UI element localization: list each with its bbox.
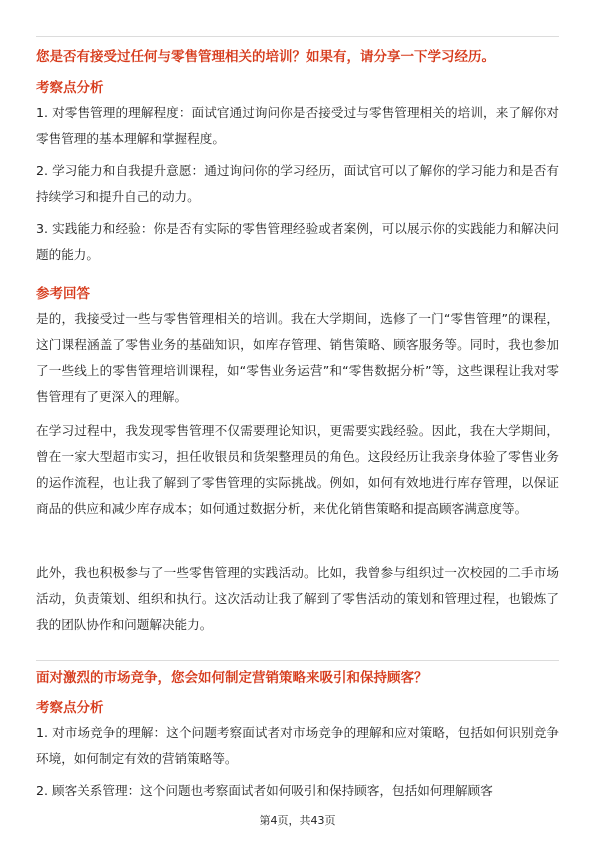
- analysis-item-1-1: 1. 对零售管理的理解程度：面试官通过询问你是否接受过与零售管理相关的培训，来了解你对零售管理的基本理解和掌握程度。: [36, 105, 559, 146]
- section-divider: [36, 660, 559, 661]
- analysis-item-2-1: 1. 对市场竞争的理解：这个问题考察面试者对市场竞争的理解和应对策略，包括如何识别竞争环境，如何制定有效的营销策略等。: [36, 725, 559, 766]
- answer-paragraph-3: 此外，我也积极参与了一些零售管理的实践活动。比如，我曾参与组织过一次校园的二手市场活动，负责策划、组织和执行。这次活动让我了解到了零售活动的策划和管理过程，也锻炼了我的团队协作和问题解决能力。: [36, 565, 559, 632]
- analysis-heading-1: 考察点分析: [36, 80, 104, 96]
- top-divider: [36, 36, 559, 37]
- page-number-footer: 第4页，共43页: [259, 814, 336, 827]
- question-1: 您是否有接受过任何与零售管理相关的培训？如果有，请分享一下学习经历。: [36, 49, 495, 65]
- analysis-heading-2: 考察点分析: [36, 700, 104, 716]
- analysis-item-1-2: 2. 学习能力和自我提升意愿：通过询问你的学习经历，面试官可以了解你的学习能力和是否有持续学习和提升自己的动力。: [36, 163, 559, 204]
- answer-heading-1: 参考回答: [36, 286, 90, 302]
- analysis-item-2-2: 2. 顾客关系管理：这个问题也考察面试者如何吸引和保持顾客，包括如何理解顾客: [36, 783, 493, 798]
- question-2: 面对激烈的市场竞争，您会如何制定营销策略来吸引和保持顾客？: [36, 670, 428, 686]
- answer-paragraph-1: 是的，我接受过一些与零售管理相关的培训。我在大学期间，选修了一门“零售管理”的课程，这门课程涵盖了零售业务的基础知识，如库存管理、销售策略、顾客服务等。同时，我也参加了一些线上的零售管理培训课程，如“零售业务运营”和“零售数据分析”等，这些课程让我对零售管理有了更深入的理解。: [36, 311, 559, 404]
- answer-paragraph-2: 在学习过程中，我发现零售管理不仅需要理论知识，更需要实践经验。因此，我在大学期间，曾在一家大型超市实习，担任收银员和货架整理员的角色。这段经历让我亲身体验了零售业务的运作流程，也让我了解到了零售管理的实际挑战。例如，如何有效地进行库存管理，以保证商品的供应和减少库存成本；如何通过数据分析，来优化销售策略和提高顾客满意度等。: [36, 423, 559, 516]
- analysis-item-1-3: 3. 实践能力和经验：你是否有实际的零售管理经验或者案例，可以展示你的实践能力和解决问题的能力。: [36, 221, 559, 262]
